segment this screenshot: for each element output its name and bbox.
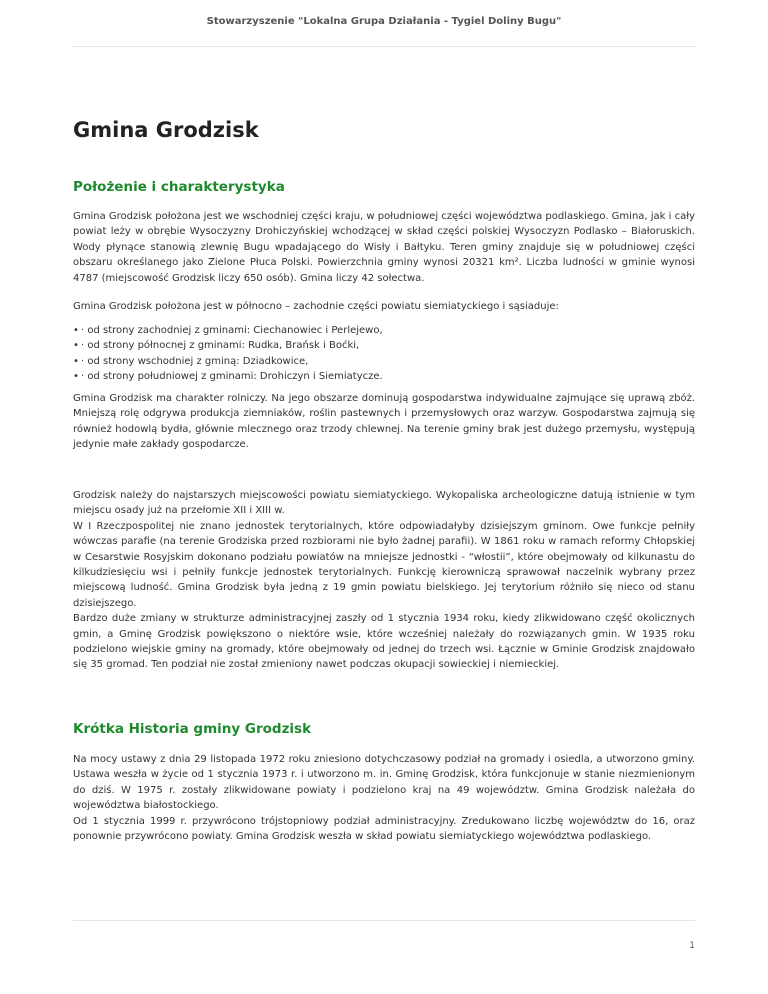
section-heading: Położenie i charakterystyka	[73, 179, 285, 195]
list-item: • · od strony wschodniej z gminą: Dziadkowice,	[73, 354, 695, 369]
list-item: • · od strony południowej z gminami: Drohiczyn i Siemiatycze.	[73, 369, 695, 384]
economy-paragraph	[73, 391, 695, 453]
header-text: Stowarzyszenie "Lokalna Grupa Działania - Tygiel Doliny Bugu"	[206, 16, 562, 27]
paragraph: Od 1 stycznia 1999 r. przywrócono trójstopniowy podział administracyjny. Zredukowano liczbę województw do 16, oraz ponownie przywrócono powiaty. Gmina Grodzisk weszła w skład powiatu siemiatyckiego województwa podlaskiego.	[73, 815, 695, 843]
paragraph: Gmina Grodzisk położona jest w północno – zachodnie części powiatu siemiatyckiego i sąsiaduje:	[73, 301, 559, 312]
page-header	[73, 0, 695, 47]
paragraph: Gmina Grodzisk ma charakter rolniczy. Na jego obszarze dominują gospodarstwa indywidualne zajmujące się uprawą zbóż. Mniejszą rolę odgrywa produkcja ziemniaków, roślin pastewnych i przemysłowych oraz warzyw. Gospodarstwa zajmują się również hodowlą bydła, głównie mlecznego oraz trzody chlewnej. Na terenie gminy brak jest dużego przemysłu, występują jedynie małe zakłady gospodarcze.	[73, 393, 695, 451]
section-history	[73, 722, 695, 737]
section-history-body	[73, 752, 695, 844]
paragraph: Bardzo duże zmiany w strukturze administracyjnej zaszły od 1 stycznia 1934 roku, kiedy zlikwidowano część okolicznych gmin, a Gminę Grodzisk powiększono o niektóre wsie, które wcześniej należały do rozwiązanych gmin. W 1935 roku podzielono wiejskie gminy na gromady, które obejmowały od jednej do trzech wsi. Łącznie w Gminie Grodzisk znajdowało się 35 gromad. Ten podział nie został zmieniony nawet podczas okupacji sowieckiej i niemieckiej.	[73, 613, 695, 671]
paragraph: Na mocy ustawy z dnia 29 listopada 1972 roku zniesiono dotychczasowy podział na gromady i osiedla, a utworzono gminy. Ustawa weszła w życie od 1 stycznia 1973 r. i utworzono m. in. Gminę Grodzisk, która funkcjonuje w stanie niezmienionym do dziś. W 1975 r. zostały zlikwidowane powiaty i podzielono kraj na 49 województw. Gmina Grodzisk należała do województwa białostockiego.	[73, 754, 695, 812]
neighbors-intro	[73, 299, 695, 314]
section-heading: Krótka Historia gminy Grodzisk	[73, 721, 312, 737]
page-footer	[73, 920, 695, 951]
neighbors-list	[73, 323, 695, 385]
list-item: • · od strony zachodniej z gminami: Ciechanowiec i Perlejewo,	[73, 323, 695, 338]
list-item: • · od strony północnej z gminami: Rudka, Brańsk i Boćki,	[73, 338, 695, 353]
paragraph: W I Rzeczpospolitej nie znano jednostek terytorialnych, które odpowiadałyby dzisiejszym gminom. Owe funkcje pełniły wówczas parafie (na terenie Grodziska przed rozbiorami nie było żadnej parafii). W 1861 roku w ramach reformy Chłopskiej w Cesarstwie Rosyjskim dokonano podziału powiatów na mniejsze jednostki - “włostii”, które obejmowały od kilkunastu do kilkudziesięciu wsi i pełniły funkcje jednostek terytorialnych. Funkcję kierowniczą sprawował naczelnik wybrany przez miejscową ludność. Gmina Grodzisk była jedną z 19 gmin powiatu bielskiego. Jej terytorium różniło się nieco od stanu dzisiejszego.	[73, 520, 695, 609]
section-location	[73, 180, 695, 195]
history-block	[73, 488, 695, 673]
section-location-body	[73, 209, 695, 286]
paragraph: Grodzisk należy do najstarszych miejscowości powiatu siemiatyckiego. Wykopaliska archeologiczne datują istnienie w tym miejscu osady już na przełomie XII i XIII w.	[73, 490, 695, 517]
page-number: 1	[689, 941, 695, 951]
page-title: Gmina Grodzisk	[73, 118, 259, 142]
bullet-list	[73, 323, 695, 385]
paragraph: Gmina Grodzisk położona jest we wschodniej części kraju, w południowej części województwa podlaskiego. Gmina, jak i cały powiat leży w obrębie Wysoczyzny Drohiczyńskiej wchodzącej w skład części polskiej Wysoczyzn Podlasko – Białoruskich. Wody płynące stanowią zlewnię Bugu wpadającego do Wisły i Bałtyku. Teren gminy znajduje się w południowej części obszaru określanego jako Zielone Płuca Polski. Powierzchnia gminy wynosi 20321 km². Liczba ludności w gminie wynosi 4787 (miejscowość Grodzisk liczy 650 osób). Gmina liczy 42 sołectwa.	[73, 211, 695, 284]
